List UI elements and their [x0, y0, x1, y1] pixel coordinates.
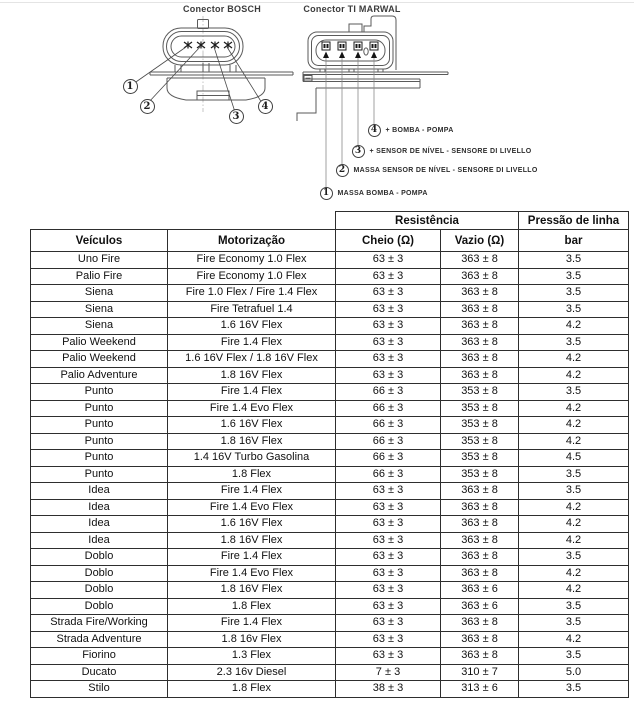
engine-cell: Fire 1.4 Evo Flex [168, 565, 336, 582]
bar-value-cell: 3.5 [519, 334, 629, 351]
bosch-pin-3-callout: 3 [229, 109, 244, 124]
cheio-value-cell: 63 ± 3 [336, 301, 441, 318]
bar-value-cell: 3.5 [519, 681, 629, 698]
bosch-pins [184, 42, 232, 49]
vazio-value-cell: 363 ± 8 [441, 285, 519, 302]
cheio-value-cell: 63 ± 3 [336, 483, 441, 500]
vazio-value-cell: 363 ± 8 [441, 268, 519, 285]
table-row [31, 384, 629, 401]
cheio-value-cell: 63 ± 3 [336, 499, 441, 516]
marwal-pin-3-callout: 3 [352, 145, 365, 158]
vazio-value-cell: 363 ± 8 [441, 301, 519, 318]
cheio-value-cell: 66 ± 3 [336, 400, 441, 417]
vehicle-cell: Strada Adventure [31, 631, 168, 648]
table-row [31, 318, 629, 335]
bar-value-cell: 3.5 [519, 549, 629, 566]
bar-value-cell: 5.0 [519, 664, 629, 681]
bar-value-cell: 3.5 [519, 598, 629, 615]
header-spacer [31, 212, 336, 230]
table-row [31, 664, 629, 681]
bar-value-cell: 3.5 [519, 285, 629, 302]
col-header-vazio: Vazio (Ω) [441, 230, 519, 252]
bosch-pin-4-callout: 4 [258, 99, 273, 114]
engine-cell: 1.3 Flex [168, 648, 336, 665]
cheio-value-cell: 66 ± 3 [336, 417, 441, 434]
vehicle-cell: Doblo [31, 598, 168, 615]
vazio-value-cell: 363 ± 8 [441, 631, 519, 648]
col-header-bar: bar [519, 230, 629, 252]
table-row [31, 334, 629, 351]
table-row [31, 433, 629, 450]
cheio-value-cell: 63 ± 3 [336, 582, 441, 599]
cheio-value-cell: 63 ± 3 [336, 648, 441, 665]
vehicle-cell: Doblo [31, 565, 168, 582]
cheio-value-cell: 63 ± 3 [336, 351, 441, 368]
marwal-pin-arrows [323, 52, 377, 59]
engine-cell: Fire 1.4 Flex [168, 549, 336, 566]
engine-cell: 1.6 16V Flex / 1.8 16V Flex [168, 351, 336, 368]
table-row [31, 367, 629, 384]
vazio-value-cell: 363 ± 8 [441, 499, 519, 516]
vehicle-cell: Idea [31, 483, 168, 500]
vazio-value-cell: 353 ± 8 [441, 417, 519, 434]
table-row [31, 483, 629, 500]
vehicle-cell: Siena [31, 318, 168, 335]
vehicle-cell: Doblo [31, 549, 168, 566]
vazio-value-cell: 353 ± 8 [441, 400, 519, 417]
vazio-value-cell: 353 ± 8 [441, 433, 519, 450]
vazio-value-cell: 363 ± 8 [441, 252, 519, 269]
cheio-value-cell: 63 ± 3 [336, 631, 441, 648]
vazio-value-cell: 363 ± 8 [441, 549, 519, 566]
bar-value-cell: 4.2 [519, 582, 629, 599]
table-row [31, 648, 629, 665]
vazio-value-cell: 353 ± 8 [441, 466, 519, 483]
engine-cell: Fire Tetrafuel 1.4 [168, 301, 336, 318]
pin-2-label: MASSA SENSOR DE NÍVEL - SENSORE DI LIVELLO [353, 167, 538, 174]
bar-value-cell: 4.5 [519, 450, 629, 467]
table-row [31, 450, 629, 467]
vehicle-cell: Palio Adventure [31, 367, 168, 384]
table-row [31, 400, 629, 417]
vehicle-cell: Doblo [31, 582, 168, 599]
engine-cell: 1.6 16V Flex [168, 318, 336, 335]
vazio-value-cell: 363 ± 6 [441, 598, 519, 615]
vehicle-cell: Fiorino [31, 648, 168, 665]
vehicle-cell: Punto [31, 400, 168, 417]
col-header-cheio: Cheio (Ω) [336, 230, 441, 252]
cheio-value-cell: 66 ± 3 [336, 450, 441, 467]
engine-cell: Fire Economy 1.0 Flex [168, 252, 336, 269]
bar-value-cell: 3.5 [519, 268, 629, 285]
vehicle-cell: Stilo [31, 681, 168, 698]
cheio-value-cell: 66 ± 3 [336, 384, 441, 401]
marwal-pins [322, 42, 378, 50]
bosch-pin-1-callout: 1 [123, 79, 138, 94]
pin-legend-item-2 [336, 164, 538, 177]
vehicle-cell: Siena [31, 285, 168, 302]
vazio-value-cell: 363 ± 8 [441, 532, 519, 549]
engine-cell: 1.8 16V Flex [168, 532, 336, 549]
cheio-value-cell: 63 ± 3 [336, 565, 441, 582]
engine-cell: Fire 1.0 Flex / Fire 1.4 Flex [168, 285, 336, 302]
marwal-pin-4-callout: 4 [368, 124, 381, 137]
engine-cell: Fire 1.4 Evo Flex [168, 400, 336, 417]
engine-cell: 1.8 16V Flex [168, 433, 336, 450]
bar-value-cell: 3.5 [519, 301, 629, 318]
table-row [31, 565, 629, 582]
engine-cell: 1.8 Flex [168, 466, 336, 483]
bosch-connector-title: Conector BOSCH [182, 4, 262, 14]
marwal-pin-1-callout: 1 [320, 187, 333, 200]
vehicle-cell: Palio Weekend [31, 334, 168, 351]
bar-value-cell: 3.5 [519, 615, 629, 632]
vehicle-cell: Idea [31, 532, 168, 549]
engine-cell: 1.6 16V Flex [168, 516, 336, 533]
vehicle-cell: Punto [31, 417, 168, 434]
connector-diagram [0, 0, 634, 211]
cheio-value-cell: 63 ± 3 [336, 268, 441, 285]
vehicle-cell: Punto [31, 450, 168, 467]
marwal-connector-title: Conector TI MARWAL [303, 4, 401, 14]
col-header-motorizacao: Motorização [168, 230, 336, 252]
vazio-value-cell: 363 ± 8 [441, 615, 519, 632]
bosch-connector-drawing [133, 16, 293, 112]
vazio-value-cell: 363 ± 8 [441, 318, 519, 335]
cheio-value-cell: 63 ± 3 [336, 285, 441, 302]
vehicle-cell: Punto [31, 384, 168, 401]
pin-1-label: MASSA BOMBA - POMPA [337, 190, 428, 197]
vazio-value-cell: 363 ± 8 [441, 334, 519, 351]
bar-value-cell: 3.5 [519, 384, 629, 401]
vazio-value-cell: 363 ± 8 [441, 565, 519, 582]
cheio-value-cell: 63 ± 3 [336, 367, 441, 384]
table-row [31, 417, 629, 434]
table-row [31, 631, 629, 648]
table-row [31, 466, 629, 483]
vehicle-cell: Idea [31, 516, 168, 533]
vehicle-cell: Palio Fire [31, 268, 168, 285]
vehicle-cell: Ducato [31, 664, 168, 681]
table-row [31, 615, 629, 632]
bar-value-cell: 4.2 [519, 516, 629, 533]
table-row [31, 681, 629, 698]
table-row [31, 252, 629, 269]
bar-value-cell: 3.5 [519, 252, 629, 269]
vazio-value-cell: 353 ± 8 [441, 450, 519, 467]
cheio-value-cell: 63 ± 3 [336, 516, 441, 533]
table-row [31, 598, 629, 615]
pin-3-label: + SENSOR DE NÍVEL - SENSORE DI LIVELLO [369, 148, 532, 155]
table-column-header-row [31, 230, 629, 252]
table-row [31, 499, 629, 516]
bar-value-cell: 3.5 [519, 483, 629, 500]
engine-cell: 1.8 16V Flex [168, 367, 336, 384]
engine-cell: 1.6 16V Flex [168, 417, 336, 434]
pin-legend-item-4 [368, 124, 454, 137]
vazio-value-cell: 363 ± 8 [441, 648, 519, 665]
engine-cell: Fire 1.4 Flex [168, 384, 336, 401]
table-row [31, 285, 629, 302]
bar-value-cell: 4.2 [519, 433, 629, 450]
vehicle-cell: Idea [31, 499, 168, 516]
vehicle-cell: Palio Weekend [31, 351, 168, 368]
engine-cell: Fire 1.4 Flex [168, 483, 336, 500]
table-row [31, 532, 629, 549]
bar-value-cell: 4.2 [519, 318, 629, 335]
bar-value-cell: 4.2 [519, 400, 629, 417]
bar-value-cell: 4.2 [519, 499, 629, 516]
resistance-pressure-table [30, 211, 629, 698]
table-row [31, 549, 629, 566]
engine-cell: 1.8 Flex [168, 681, 336, 698]
vehicle-cell: Strada Fire/Working [31, 615, 168, 632]
pin-4-label: + BOMBA - POMPA [385, 127, 454, 134]
vazio-value-cell: 313 ± 6 [441, 681, 519, 698]
pin-legend-item-1 [320, 187, 428, 200]
bar-value-cell: 4.2 [519, 351, 629, 368]
cheio-value-cell: 63 ± 3 [336, 318, 441, 335]
pin-legend-item-3 [352, 145, 532, 158]
cheio-value-cell: 63 ± 3 [336, 334, 441, 351]
bar-value-cell: 4.2 [519, 532, 629, 549]
bar-value-cell: 4.2 [519, 631, 629, 648]
cheio-value-cell: 7 ± 3 [336, 664, 441, 681]
table-group-header-row [31, 212, 629, 230]
bosch-pin-2-callout: 2 [140, 99, 155, 114]
marwal-pin-2-callout: 2 [336, 164, 349, 177]
bar-value-cell: 3.5 [519, 648, 629, 665]
engine-cell: 2.3 16v Diesel [168, 664, 336, 681]
engine-cell: 1.4 16V Turbo Gasolina [168, 450, 336, 467]
engine-cell: Fire 1.4 Evo Flex [168, 499, 336, 516]
resistencia-group-header: Resistência [336, 212, 519, 230]
connector-line-art [0, 0, 634, 211]
table-row [31, 516, 629, 533]
bar-value-cell: 4.2 [519, 565, 629, 582]
vazio-value-cell: 363 ± 8 [441, 516, 519, 533]
vazio-value-cell: 353 ± 8 [441, 384, 519, 401]
cheio-value-cell: 38 ± 3 [336, 681, 441, 698]
vazio-value-cell: 363 ± 8 [441, 483, 519, 500]
table-row [31, 301, 629, 318]
cheio-value-cell: 66 ± 3 [336, 466, 441, 483]
engine-cell: Fire Economy 1.0 Flex [168, 268, 336, 285]
engine-cell: 1.8 16v Flex [168, 631, 336, 648]
table-row [31, 268, 629, 285]
vehicle-cell: Uno Fire [31, 252, 168, 269]
cheio-value-cell: 63 ± 3 [336, 532, 441, 549]
cheio-value-cell: 63 ± 3 [336, 549, 441, 566]
vazio-value-cell: 363 ± 8 [441, 367, 519, 384]
vazio-value-cell: 363 ± 6 [441, 582, 519, 599]
vehicle-cell: Punto [31, 466, 168, 483]
col-header-veiculos: Veículos [31, 230, 168, 252]
vazio-value-cell: 310 ± 7 [441, 664, 519, 681]
vazio-value-cell: 363 ± 8 [441, 351, 519, 368]
engine-cell: 1.8 16V Flex [168, 582, 336, 599]
table-body [31, 252, 629, 698]
vehicle-cell: Siena [31, 301, 168, 318]
cheio-value-cell: 63 ± 3 [336, 598, 441, 615]
bar-value-cell: 4.2 [519, 367, 629, 384]
engine-cell: Fire 1.4 Flex [168, 334, 336, 351]
bar-value-cell: 3.5 [519, 466, 629, 483]
bar-value-cell: 4.2 [519, 417, 629, 434]
vehicle-cell: Punto [31, 433, 168, 450]
cheio-value-cell: 66 ± 3 [336, 433, 441, 450]
engine-cell: Fire 1.4 Flex [168, 615, 336, 632]
cheio-value-cell: 63 ± 3 [336, 615, 441, 632]
table-row [31, 582, 629, 599]
table-row [31, 351, 629, 368]
cheio-value-cell: 63 ± 3 [336, 252, 441, 269]
engine-cell: 1.8 Flex [168, 598, 336, 615]
pressao-group-header: Pressão de linha [519, 212, 629, 230]
